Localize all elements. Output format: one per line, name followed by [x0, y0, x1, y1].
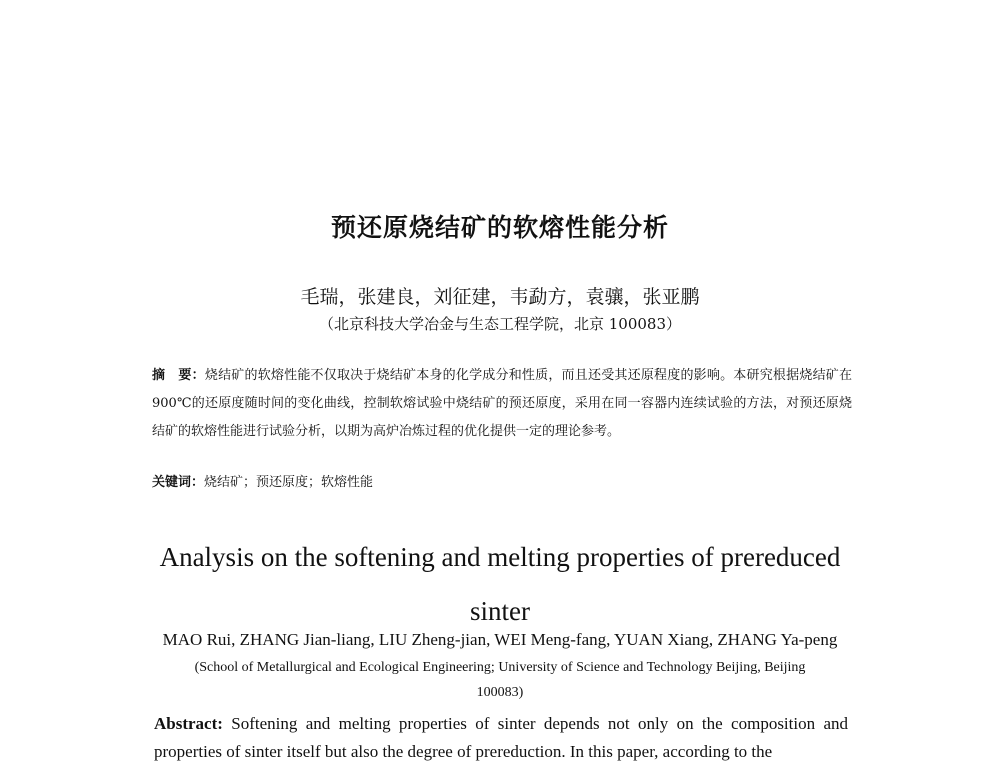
chinese-abstract [152, 362, 852, 446]
chinese-abstract-text: 烧结矿的软熔性能不仅取决于烧结矿本身的化学成分和性质，而且还受其还原程度的影响。本研究根据烧结矿在 900℃的还原度随时间的变化曲线，控制软熔试验中烧结矿的预还原度，采用在同一容器内连续试验的方法，对预还原烧结矿的软熔性能进行试验分析，以期为高炉冶炼过程的优化提供一定的理论参考。 [152, 368, 852, 439]
chinese-keywords [152, 472, 852, 494]
english-abstract [154, 710, 848, 766]
chinese-title: 预还原烧结矿的软熔性能分析 [330, 213, 669, 242]
english-abstract-text: Softening and melting properties of sinter depends not only on the composition and properties of sinter itself but also the degree of prereduction. In this paper, according to the [154, 714, 848, 761]
chinese-keywords-label: 关键词： [152, 475, 205, 490]
english-authors: MAO Rui, ZHANG Jian-liang, LIU Zheng-jian, WEI Meng-fang, YUAN Xiang, ZHANG Ya-peng [162, 630, 838, 649]
chinese-authors: 毛瑞，张建良，刘征建，韦勐方，袁骧，张亚鹏 [300, 286, 700, 308]
english-abstract-label: Abstract: [154, 714, 223, 733]
english-title: Analysis on the softening and melting properties of prereduced sinter [159, 542, 841, 626]
chinese-keywords-text: 烧结矿；预还原度；软熔性能 [204, 475, 374, 490]
chinese-abstract-label: 摘 要： [152, 368, 205, 383]
chinese-affiliation: （北京科技大学冶金与生态工程学院，北京 100083） [318, 315, 682, 333]
english-affiliation: (School of Metallurgical and Ecological Engineering; University of Science and Technology Beijing, Beijing 100083) [194, 660, 806, 700]
